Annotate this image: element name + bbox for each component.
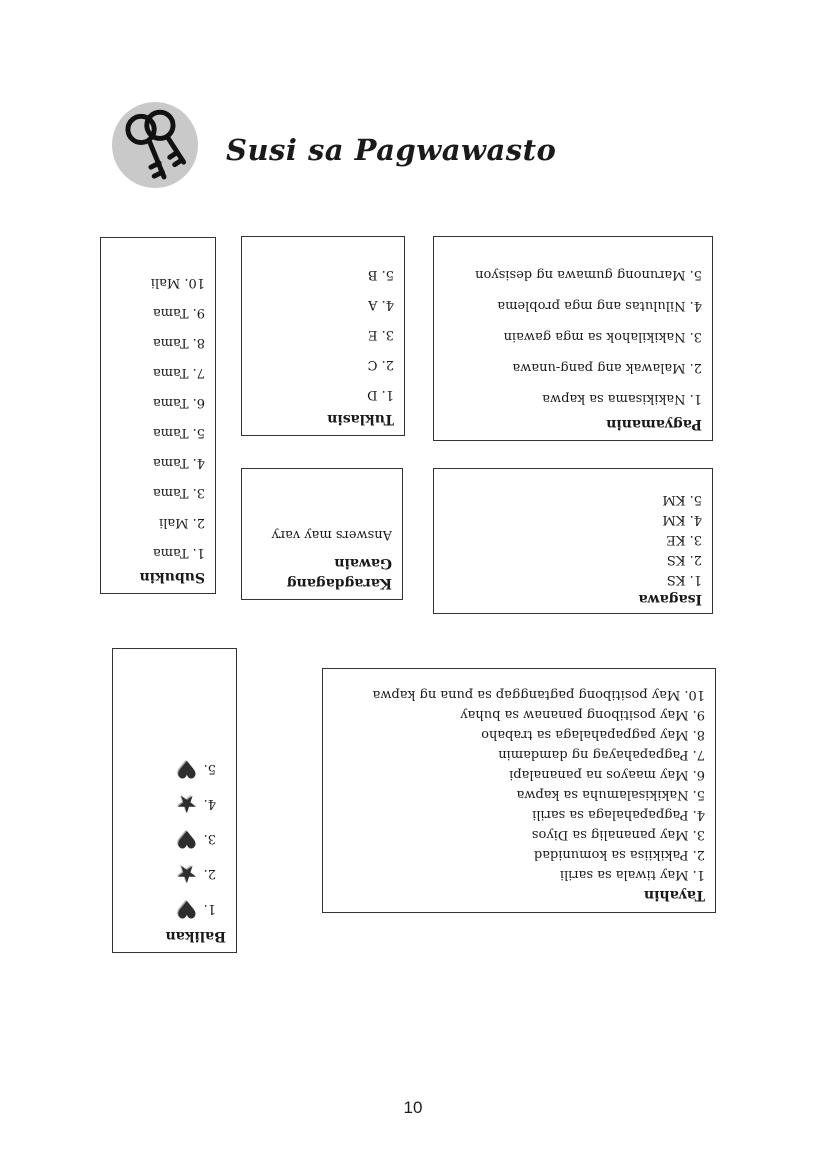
item-number: 2. — [203, 866, 216, 881]
box-isagawa-title: Isagawa — [638, 591, 702, 607]
box-subukin-title: Subukin — [139, 569, 205, 585]
answer-item: 10. May positibong pagtanggap sa puna ng kapwa — [372, 687, 705, 702]
answer-item: 9. Tama — [152, 305, 205, 320]
answer-item: 9. May positibong pananaw sa buhay — [460, 707, 705, 722]
box-tayahin-title: Tayahin — [643, 887, 705, 903]
answer-item: 6. Tama — [152, 395, 205, 410]
answer-item: 10. Mali — [150, 275, 205, 290]
answer-item — [123, 751, 216, 786]
answer-item: 2. Malawak ang pang-unawa — [512, 360, 702, 375]
answer-item: 1. Nakikisama sa kapwa — [542, 391, 702, 406]
heart-icon: ♥ — [176, 825, 198, 853]
box-tayahin-list — [333, 684, 705, 884]
box-subukin — [100, 237, 216, 594]
box-isagawa-content — [434, 469, 712, 613]
answer-item: 6. May maayos na pananalapi — [509, 767, 705, 782]
item-number: 5. — [203, 761, 216, 776]
box-karagdagang-gawain — [241, 468, 403, 600]
answer-item: 8. May pagpapahalaga sa trabaho — [481, 727, 705, 742]
answer-item: 4. KM — [662, 512, 702, 527]
star-icon: ★ — [176, 790, 198, 818]
box-balikan-list — [123, 751, 226, 926]
answer-item — [123, 786, 216, 821]
answer-item: 5. Nakikisalamuha sa kapwa — [516, 787, 705, 802]
answer-item: 3. Nakikilahok sa mga gawain — [503, 329, 702, 344]
box-tayahin — [322, 668, 716, 913]
answer-item: 5. KM — [662, 492, 702, 507]
answer-item: 2. Mali — [159, 515, 205, 530]
answer-item: 3. May pananalig sa Diyos — [531, 827, 705, 842]
answer-item: 4. Tama — [152, 455, 205, 470]
box-balikan — [112, 648, 237, 953]
key-badge — [112, 102, 198, 188]
answer-item: 5. Tama — [152, 425, 205, 440]
box-tuklasin-list — [252, 259, 394, 409]
box-balikan-content — [113, 649, 236, 952]
answer-item: 7. Tama — [152, 365, 205, 380]
box-subukin-content — [101, 238, 215, 593]
answer-item — [123, 891, 216, 926]
heart-icon: ♥ — [176, 895, 198, 923]
answer-item: 1. Tama — [152, 545, 205, 560]
answer-item: 3. Tama — [152, 485, 205, 500]
answer-item — [123, 821, 216, 856]
box-tuklasin — [241, 236, 405, 436]
box-pagyamanin — [433, 236, 713, 441]
box-pagyamanin-list — [444, 259, 702, 414]
page-number: 10 — [403, 1098, 423, 1117]
answer-item: 5. B — [367, 267, 394, 282]
answer-item: 4. Nilulutas ang mga problema — [497, 298, 702, 313]
box-pagyamanin-title: Pagyamanin — [606, 416, 702, 432]
star-icon: ★ — [176, 860, 198, 888]
answer-item: 1. May tiwala sa sarili — [559, 867, 705, 882]
answer-item: 2. KS — [666, 552, 702, 567]
answer-item: 5. Marunong gumawa ng desisyon — [475, 267, 702, 282]
item-number: 4. — [203, 796, 216, 811]
box-karagdagang-gawain-content — [242, 469, 402, 599]
box-karagdagang-gawain-title: Karagdagang Gawain — [286, 555, 392, 591]
answer-item — [123, 856, 216, 891]
answer-item: 4. A — [368, 297, 394, 312]
answers-may-vary-note: Answers may vary — [271, 527, 392, 542]
keys-icon — [114, 104, 196, 186]
box-isagawa-list — [444, 489, 702, 589]
box-balikan-title: Balikan — [165, 928, 226, 944]
heart-icon: ♥ — [176, 755, 198, 783]
item-number: 1. — [203, 901, 216, 916]
box-pagyamanin-content — [434, 237, 712, 440]
box-isagawa — [433, 468, 713, 614]
answer-item: 3. E — [367, 327, 394, 342]
answer-item: 2. C — [367, 357, 394, 372]
answer-item: 1. KS — [666, 572, 702, 587]
box-tayahin-content — [323, 669, 715, 912]
box-tuklasin-title: Tuklasin — [327, 411, 394, 427]
answer-item: 1. D — [367, 387, 394, 402]
answer-item: 3. KE — [666, 532, 702, 547]
box-tuklasin-content — [242, 237, 404, 435]
answer-item: 7. Pagpapahayag ng damdamin — [498, 747, 705, 762]
answer-item: 8. Tama — [152, 335, 205, 350]
answer-item: 4. Pagpapahalaga sa sarili — [532, 807, 705, 822]
answer-item: 2. Pakikiisa sa komunidad — [533, 847, 705, 862]
page-title: Susi sa Pagwawasto — [226, 133, 557, 167]
item-number: 3. — [203, 831, 216, 846]
box-subukin-list — [111, 267, 205, 567]
